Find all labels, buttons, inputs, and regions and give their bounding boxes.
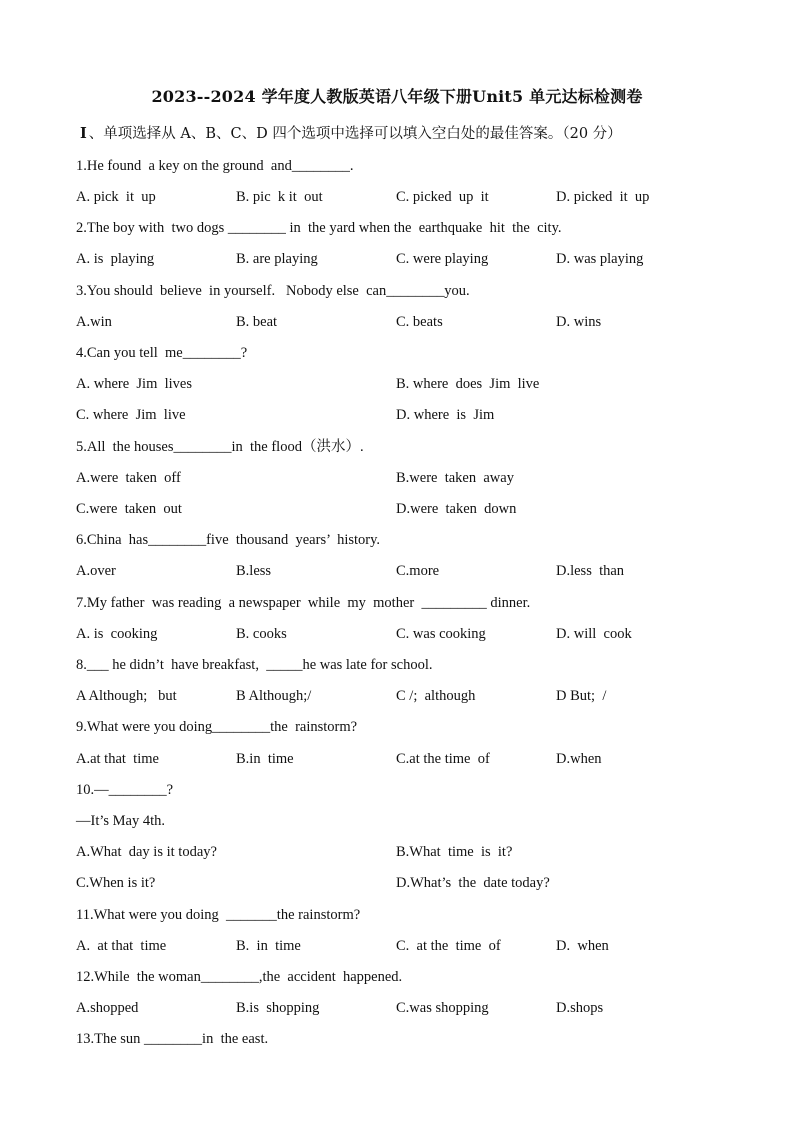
answer-option: D. when <box>556 938 609 954</box>
answer-option: D. will cook <box>556 626 632 642</box>
answer-option: C /; although <box>396 688 476 704</box>
answer-option: C. beats <box>396 314 443 330</box>
page-title: 2023--2024 学年度人教版英语八年级下册Unit5 单元达标检测卷 <box>151 87 643 106</box>
answer-option: A Although; but <box>76 688 177 704</box>
answer-option: B.is shopping <box>236 1000 320 1016</box>
answer-option: A.were taken off <box>76 470 181 486</box>
answer-option: D.less than <box>556 563 625 579</box>
answer-option: C. picked up it <box>396 189 489 205</box>
answer-option: C. where Jim live <box>76 407 186 423</box>
question-stem: 2.The boy with two dogs ________ in the yard when the earthquake hit the city. <box>76 220 562 236</box>
answer-option: B. cooks <box>236 626 287 642</box>
answer-option: C. was cooking <box>396 626 486 642</box>
answer-option: A. at that time <box>76 938 167 954</box>
answer-option: C.When is it? <box>76 875 156 891</box>
answer-option: A.at that time <box>76 751 159 767</box>
question-stem: 1.He found a key on the ground and________. <box>76 158 354 174</box>
answer-option: B.less <box>236 563 272 579</box>
answer-option: A.win <box>76 314 112 330</box>
section-numeral: Ⅰ <box>80 125 87 142</box>
question-stem: 4.Can you tell me________? <box>76 345 248 361</box>
question-sub-line: —It’s May 4th. <box>76 813 166 829</box>
answer-option: B. beat <box>236 314 278 330</box>
answer-option: D. was playing <box>556 251 644 267</box>
answer-option: C.was shopping <box>396 1000 489 1016</box>
answer-option: A. where Jim lives <box>76 376 192 392</box>
answer-option: D.What’s the date today? <box>396 875 550 891</box>
answer-option: A. is cooking <box>76 626 158 642</box>
answer-option: D. picked it up <box>556 189 650 205</box>
answer-option: A. pick it up <box>76 189 156 205</box>
answer-option: C. at the time of <box>396 938 501 954</box>
question-stem: 13.The sun ________in the east. <box>76 1031 269 1047</box>
answer-option: B. are playing <box>236 251 318 267</box>
answer-option: C. were playing <box>396 251 489 267</box>
answer-option: B. where does Jim live <box>396 376 540 392</box>
answer-option: D. where is Jim <box>396 407 495 423</box>
answer-option: A.shopped <box>76 1000 139 1016</box>
question-stem: 9.What were you doing________the rainstorm? <box>76 719 358 735</box>
answer-option: B.were taken away <box>396 470 514 486</box>
question-stem: 11.What were you doing _______the rainstorm? <box>76 907 361 923</box>
question-stem: 6.China has________five thousand years’ history. <box>76 532 381 548</box>
question-stem: 10.—________? <box>76 782 174 798</box>
answer-option: C.at the time of <box>396 751 490 767</box>
question-stem: 5.All the houses________in the flood（洪水）. <box>76 439 364 455</box>
answer-option: A. is playing <box>76 251 155 267</box>
answer-option: D.shops <box>556 1000 604 1016</box>
answer-option: B. pic k it out <box>236 189 323 205</box>
question-stem: 7.My father was reading a newspaper while my mother _________ dinner. <box>76 595 531 611</box>
answer-option: B.What time is it? <box>396 844 513 860</box>
answer-option: D But; / <box>556 688 607 704</box>
question-stem: 12.While the woman________,the accident happened. <box>76 969 403 985</box>
answer-option: B. in time <box>236 938 301 954</box>
section-instruction: 、单项选择从 A、B、C、D 四个选项中选择可以填入空白处的最佳答案。（20 分） <box>88 126 622 142</box>
answer-option: B Although;/ <box>236 688 312 704</box>
answer-option: D.when <box>556 751 602 767</box>
section-heading <box>80 122 720 143</box>
answer-option: A.over <box>76 563 116 579</box>
answer-option: C.more <box>396 563 440 579</box>
answer-option: D. wins <box>556 314 602 330</box>
question-stem: 3.You should believe in yourself. Nobody else can________you. <box>76 283 470 299</box>
answer-option: D.were taken down <box>396 501 517 517</box>
answer-option: A.What day is it today? <box>76 844 217 860</box>
answer-option: B.in time <box>236 751 294 767</box>
answer-option: C.were taken out <box>76 501 182 517</box>
question-stem: 8.___ he didn’t have breakfast, _____he was late for school. <box>76 657 433 673</box>
